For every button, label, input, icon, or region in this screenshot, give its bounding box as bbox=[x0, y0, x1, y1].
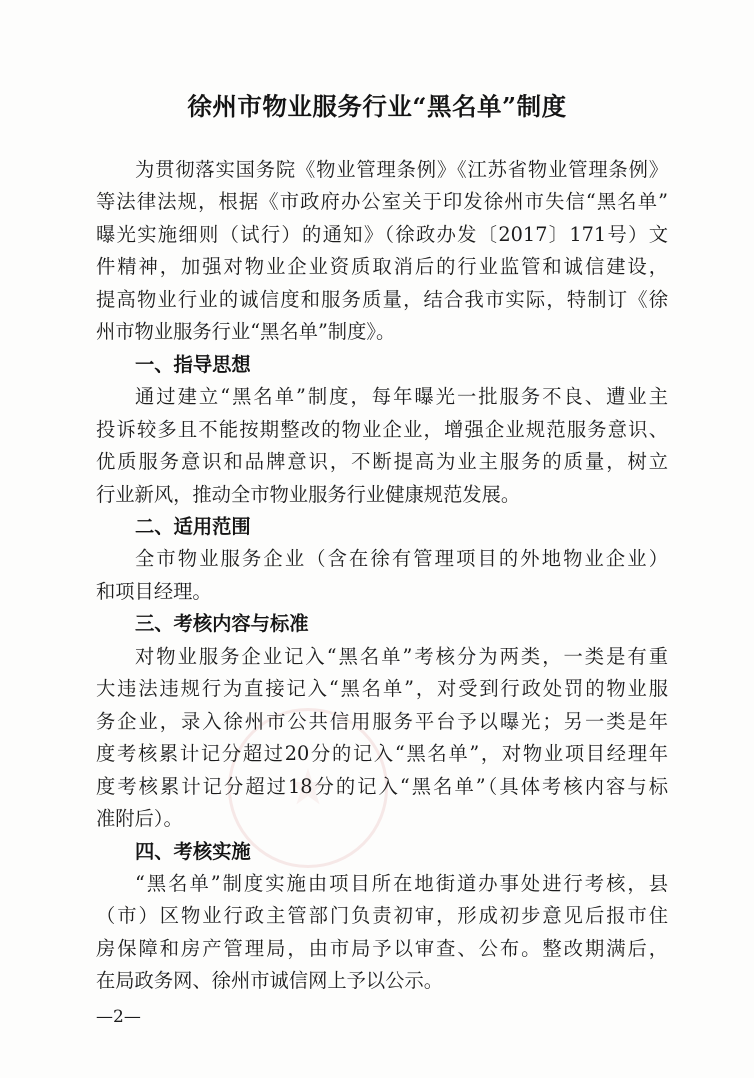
section-heading-criteria: 三、考核内容与标准 bbox=[135, 612, 309, 635]
section-4-line-3: 房保障和房产管理局，由市局予以审查、公布。整改期满后， bbox=[96, 937, 668, 960]
section-3-line-4: 度考核累计记分超过20分的记入“黑名单”，对物业项目经理年 bbox=[96, 742, 668, 765]
intro-line-1: 为贯彻落实国务院《物业管理条例》《江苏省物业管理条例》 bbox=[135, 158, 668, 181]
section-4-line-2: （市）区物业行政主管部门负责初审，形成初步意见后报市住 bbox=[96, 904, 668, 927]
page-number: —2— bbox=[96, 1007, 141, 1027]
section-1-line-4: 行业新风，推动全市物业服务行业健康规范发展。 bbox=[96, 483, 521, 506]
section-3-line-2: 大违法违规行为直接记入“黑名单”，对受到行政处罚的物业服 bbox=[96, 677, 668, 700]
section-3-line-5: 度考核累计记分超过18分的记入“黑名单”（具体考核内容与标 bbox=[96, 775, 668, 798]
section-1-line-1: 通过建立“黑名单”制度，每年曝光一批服务不良、遭业主 bbox=[135, 385, 668, 408]
section-2-line-2: 和项目经理。 bbox=[96, 580, 212, 603]
section-heading-implementation: 四、考核实施 bbox=[135, 840, 251, 863]
section-3-line-3: 务企业，录入徐州市公共信用服务平台予以曝光；另一类是年 bbox=[96, 710, 668, 733]
section-3-line-1: 对物业服务企业记入“黑名单”考核分为两类，一类是有重 bbox=[135, 645, 668, 668]
section-heading-guiding-ideology: 一、指导思想 bbox=[135, 353, 251, 376]
intro-line-6: 州市物业服务行业“黑名单”制度》。 bbox=[96, 320, 396, 343]
intro-line-5: 提高物业行业的诚信度和服务质量，结合我市实际，特制订《徐 bbox=[96, 288, 668, 311]
intro-line-3: 曝光实施细则（试行）的通知》（徐政办发〔2017〕171号）文 bbox=[96, 223, 668, 246]
intro-line-2: 等法律法规，根据《市政府办公室关于印发徐州市失信“黑名单” bbox=[96, 190, 668, 213]
section-3-line-6: 准附后）。 bbox=[96, 807, 183, 830]
section-1-line-3: 优质服务意识和品牌意识，不断提高为业主服务的质量，树立 bbox=[96, 450, 668, 473]
section-1-line-2: 投诉较多且不能按期整改的物业企业，增强企业规范服务意识、 bbox=[96, 418, 668, 441]
document-title: 徐州市物业服务行业“黑名单”制度 bbox=[187, 92, 567, 121]
section-4-line-4: 在局政务网、徐州市诚信网上予以公示。 bbox=[96, 969, 444, 992]
intro-line-4: 件精神，加强对物业企业资质取消后的行业监管和诚信建设， bbox=[96, 255, 668, 278]
section-2-line-1: 全市物业服务企业（含在徐有管理项目的外地物业企业） bbox=[135, 547, 668, 570]
section-heading-scope: 二、适用范围 bbox=[135, 515, 251, 538]
section-4-line-1: “黑名单”制度实施由项目所在地街道办事处进行考核，县 bbox=[135, 872, 668, 895]
